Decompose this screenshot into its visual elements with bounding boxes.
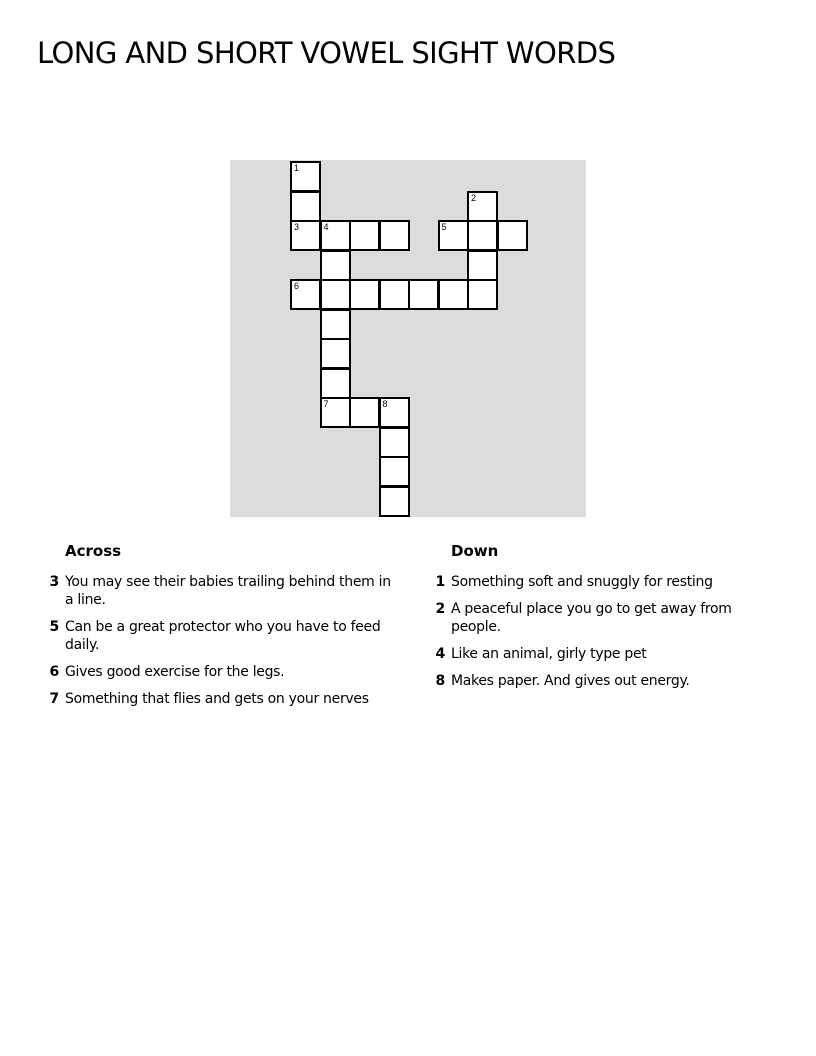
cell-number: 2 — [471, 192, 477, 203]
cell-number: 3 — [294, 222, 300, 232]
crossword-cell[interactable] — [320, 397, 351, 428]
across-heading: Across — [65, 542, 122, 560]
crossword-cell[interactable] — [467, 191, 498, 222]
crossword-cell[interactable] — [379, 279, 410, 310]
across-clues — [37, 541, 397, 717]
crossword-cell[interactable] — [320, 279, 351, 310]
crossword-cell[interactable] — [379, 456, 410, 487]
page-title: LONG AND SHORT VOWEL SIGHT WORDS — [37, 36, 616, 70]
clue-number: 5 — [49, 619, 59, 635]
clue-number: 3 — [49, 574, 59, 590]
clue-item — [37, 618, 397, 654]
clue-number: 4 — [435, 646, 445, 662]
cell-number: 8 — [382, 399, 388, 409]
crossword-cell[interactable] — [408, 279, 439, 310]
crossword-cell[interactable] — [379, 397, 410, 428]
crossword-cell[interactable] — [467, 250, 498, 281]
clue-item — [37, 573, 397, 609]
clue-item — [423, 672, 783, 690]
clue-text: Makes paper. And gives out energy. — [451, 673, 690, 689]
clue-item — [423, 573, 783, 591]
crossword-cell[interactable] — [497, 220, 528, 251]
crossword-cell[interactable] — [467, 220, 498, 251]
crossword-cell[interactable] — [349, 279, 380, 310]
down-heading: Down — [451, 542, 499, 560]
down-clues — [423, 541, 783, 699]
clue-text: Something soft and snuggly for resting — [451, 574, 713, 590]
clue-text: Something that flies and gets on your nerves — [65, 691, 369, 707]
crossword-cell[interactable] — [467, 279, 498, 310]
clue-text: Like an animal, girly type pet — [451, 646, 647, 662]
crossword-cell[interactable] — [290, 191, 321, 222]
clue-item — [423, 645, 783, 663]
clue-number: 7 — [49, 691, 59, 707]
clue-number: 2 — [435, 601, 445, 617]
crossword-cell[interactable] — [349, 220, 380, 251]
clue-text: A peaceful place you go to get away from people. — [451, 601, 732, 635]
crossword-cell[interactable] — [438, 220, 469, 251]
crossword-cell[interactable] — [379, 486, 410, 517]
cell-number: 5 — [441, 222, 447, 232]
crossword-cell[interactable] — [379, 427, 410, 458]
cell-number: 6 — [294, 281, 300, 291]
crossword-cell[interactable] — [290, 279, 321, 310]
clue-item — [423, 600, 783, 636]
cell-number: 1 — [294, 163, 300, 173]
clue-number: 1 — [435, 574, 445, 590]
crossword-cell[interactable] — [290, 220, 321, 251]
clue-item — [37, 663, 397, 681]
crossword-grid — [230, 160, 586, 517]
crossword-cell[interactable] — [320, 368, 351, 399]
cell-number: 7 — [323, 399, 329, 409]
clue-number: 8 — [435, 673, 445, 689]
crossword-cell[interactable] — [349, 397, 380, 428]
cell-number: 4 — [323, 222, 329, 232]
crossword-cell[interactable] — [320, 309, 351, 340]
crossword-cell[interactable] — [320, 250, 351, 281]
crossword-cell[interactable] — [320, 220, 351, 251]
clue-text: Gives good exercise for the legs. — [65, 664, 285, 680]
clue-number: 6 — [49, 664, 59, 680]
crossword-cell[interactable] — [320, 338, 351, 369]
clue-text: You may see their babies trailing behind them in a line. — [65, 574, 391, 608]
clue-item — [37, 690, 397, 708]
clue-text: Can be a great protector who you have to feed daily. — [65, 619, 381, 653]
crossword-cell[interactable] — [290, 161, 321, 192]
crossword-cell[interactable] — [438, 279, 469, 310]
crossword-cell[interactable] — [379, 220, 410, 251]
